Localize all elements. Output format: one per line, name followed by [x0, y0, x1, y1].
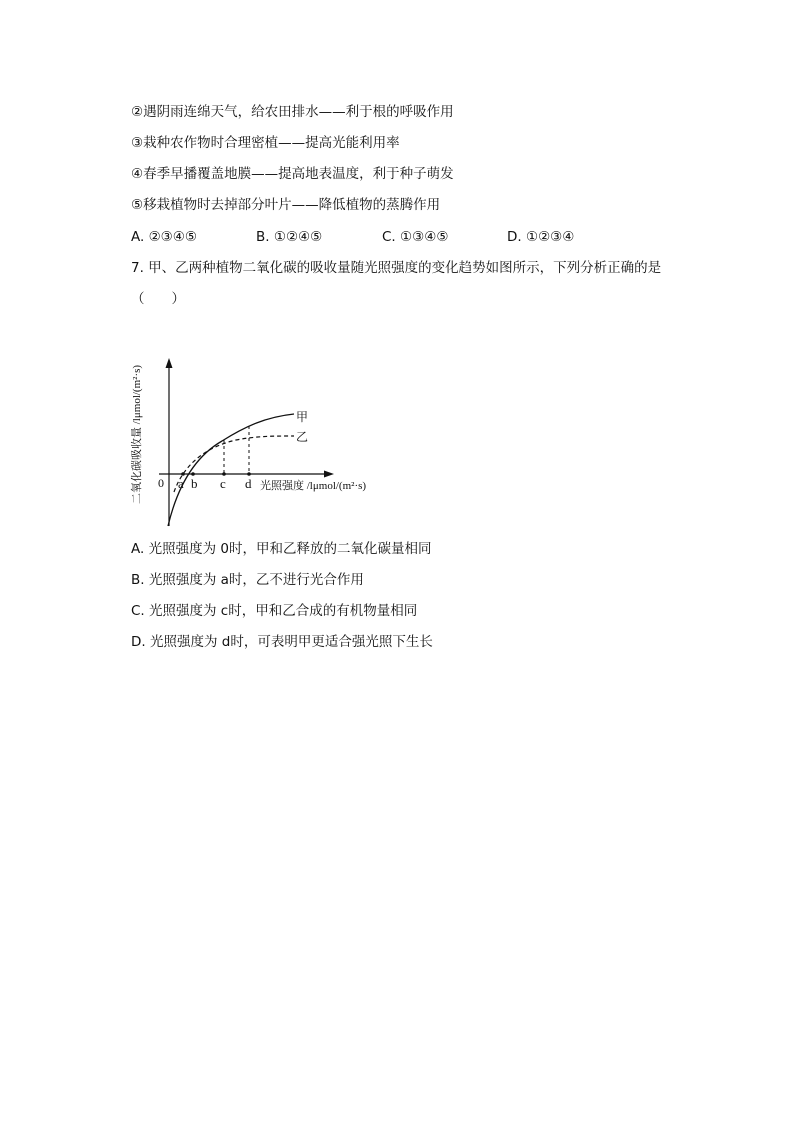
statement-2: ②遇阴雨连绵天气，给农田排水——利于根的呼吸作用 — [131, 104, 454, 120]
y-axis-label: 二氧化碳吸收量 /lμmol/(m²·s) — [131, 364, 143, 504]
q7-option-b[interactable]: B. 光照强度为 a时，乙不进行光合作用 — [131, 572, 364, 588]
label-c: c — [220, 476, 226, 491]
origin-label: 0 — [158, 476, 164, 490]
series-jia-curve — [168, 414, 294, 526]
label-d: d — [245, 476, 252, 491]
co2-light-chart — [126, 344, 396, 534]
series-yi-label: 乙 — [296, 430, 309, 444]
label-a: a — [178, 476, 184, 491]
q7-option-d[interactable]: D. 光照强度为 d时，可表明甲更适合强光照下生长 — [131, 634, 433, 650]
q6-option-d[interactable]: D. ①②③④ — [507, 229, 575, 245]
q7-option-a[interactable]: A. 光照强度为 0时，甲和乙释放的二氧化碳量相同 — [131, 541, 432, 557]
series-jia-label: 甲 — [296, 410, 309, 424]
label-b: b — [191, 476, 198, 491]
x-axis-label: 光照强度 /lμmol/(m²·s) — [260, 480, 367, 492]
q6-option-c[interactable]: C. ①③④⑤ — [382, 229, 449, 245]
statement-4: ④春季早播覆盖地膜——提高地表温度，利于种子萌发 — [131, 166, 454, 182]
statement-3: ③栽种农作物时合理密植——提高光能利用率 — [131, 135, 400, 151]
q6-option-b[interactable]: B. ①②④⑤ — [256, 229, 323, 245]
q7-option-c[interactable]: C. 光照强度为 c时，甲和乙合成的有机物量相同 — [131, 603, 418, 619]
y-axis-arrow — [166, 358, 173, 368]
statement-5: ⑤移栽植物时去掉部分叶片——降低植物的蒸腾作用 — [131, 197, 441, 213]
x-axis-arrow — [324, 471, 334, 478]
q7-stem-blank: （ ） — [131, 291, 185, 307]
q7-stem: 7. 甲、乙两种植物二氧化碳的吸收量随光照强度的变化趋势如图所示，下列分析正确的是 — [131, 260, 662, 276]
q6-option-a[interactable]: A. ②③④⑤ — [131, 229, 197, 245]
